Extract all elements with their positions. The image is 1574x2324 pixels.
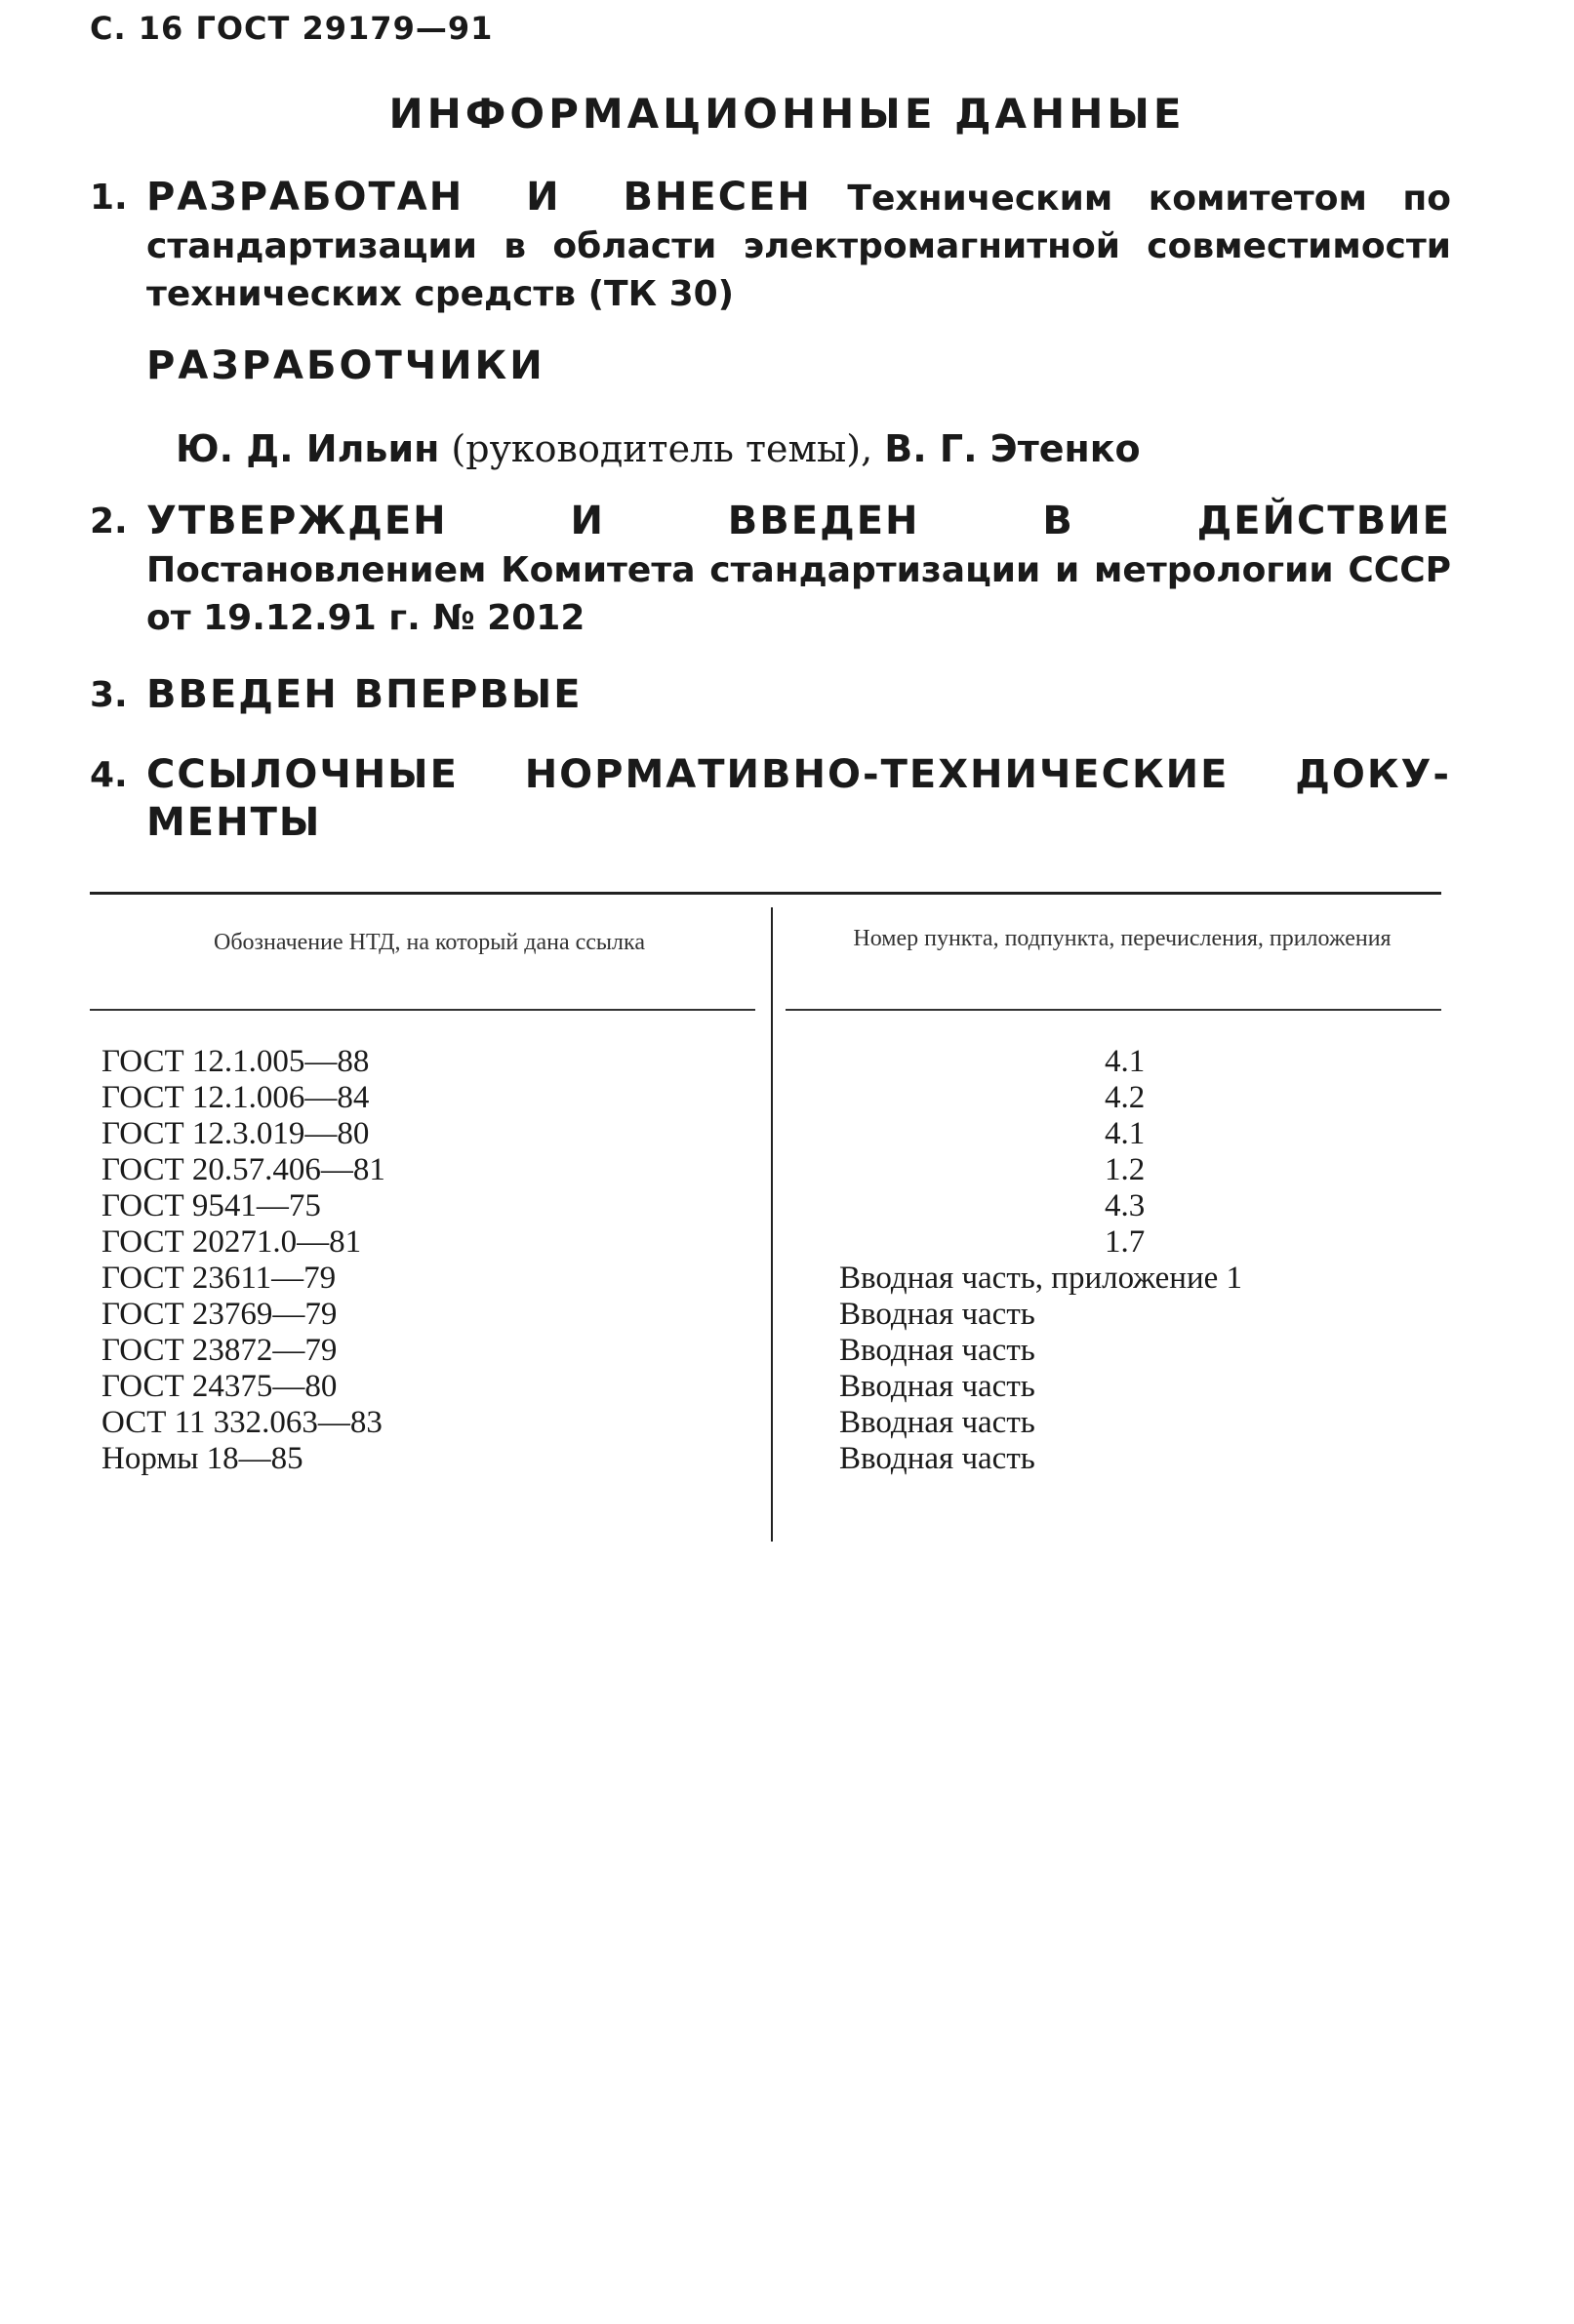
table-cell-designation: ГОСТ 24375—80 xyxy=(101,1369,338,1404)
table-column-divider xyxy=(771,907,773,1542)
item-2-keyword: УТВЕРЖДЕН И ВВЕДЕН В ДЕЙСТВИЕ xyxy=(146,499,1451,543)
table-cell-clause: 4.1 xyxy=(1105,1044,1146,1079)
table-cell-clause: Вводная часть xyxy=(839,1405,1035,1440)
table-column-designation xyxy=(101,1044,746,1477)
item-2-text: Постановлением Комитета стандартизации и метрологии СССР от 19.12.91 г. № 2012 xyxy=(146,550,1451,638)
item-3-keyword: ВВЕДЕН ВПЕРВЫЕ xyxy=(146,672,583,717)
item-2-number: 2. xyxy=(90,501,128,541)
table-cell-clause: 1.2 xyxy=(1105,1152,1146,1187)
table-cell-clause: Вводная часть, приложение 1 xyxy=(839,1261,1242,1296)
table-cell-clause: Вводная часть xyxy=(839,1333,1035,1368)
item-4-word-1: ССЫЛОЧНЫЕ xyxy=(146,752,459,797)
table-cell-designation: ГОСТ 9541—75 xyxy=(101,1188,321,1223)
table-cell-designation: ГОСТ 12.3.019—80 xyxy=(101,1116,370,1151)
developer-1-name: Ю. Д. Ильин xyxy=(176,427,440,470)
table-header-rule-left xyxy=(90,1009,755,1011)
table-header-rule-right xyxy=(786,1009,1441,1011)
item-4-word-4: МЕНТЫ xyxy=(146,800,322,845)
table-cell-designation: ОСТ 11 332.063—83 xyxy=(101,1405,383,1440)
developers-heading: РАЗРАБОТЧИКИ xyxy=(146,343,545,388)
table-cell-designation: ГОСТ 20.57.406—81 xyxy=(101,1152,385,1187)
developer-1-role: (руководитель темы), xyxy=(451,427,873,470)
table-cell-clause: 4.2 xyxy=(1105,1080,1146,1115)
item-1-keyword: РАЗРАБОТАН И ВНЕСЕН xyxy=(146,175,812,220)
table-cell-designation: ГОСТ 12.1.005—88 xyxy=(101,1044,370,1079)
table-cell-clause: Вводная часть xyxy=(839,1369,1035,1404)
developer-2-name: В. Г. Этенко xyxy=(884,427,1141,470)
table-header-clause: Номер пункта, подпункта, перечисления, приложения xyxy=(853,926,1392,951)
table-top-rule xyxy=(90,892,1441,895)
table-cell-designation: ГОСТ 20271.0—81 xyxy=(101,1224,362,1260)
item-4-number: 4. xyxy=(90,755,128,795)
item-1-text: Техническим комитетом по стандартизации в области электромагнитной совместимости технических средств (ТК 30) xyxy=(146,179,1452,314)
table-cell-clause: Вводная часть xyxy=(839,1297,1035,1332)
table-column-clause xyxy=(839,1044,1444,1477)
table-cell-clause: 4.3 xyxy=(1105,1188,1146,1223)
table-cell-clause: Вводная часть xyxy=(839,1441,1035,1476)
item-1 xyxy=(90,174,1451,318)
running-header: С. 16 ГОСТ 29179—91 xyxy=(90,10,494,47)
table-cell-designation: Нормы 18—85 xyxy=(101,1441,303,1476)
item-2 xyxy=(90,498,1451,642)
table-header-designation: Обозначение НТД, на который дана ссылка xyxy=(214,930,645,955)
page-title: ИНФОРМАЦИОННЫЕ ДАННЫЕ xyxy=(388,90,1186,138)
table-cell-designation: ГОСТ 12.1.006—84 xyxy=(101,1080,370,1115)
item-3-number: 3. xyxy=(90,675,128,715)
table-cell-designation: ГОСТ 23769—79 xyxy=(101,1297,338,1332)
table-cell-clause: 4.1 xyxy=(1105,1116,1146,1151)
table-cell-designation: ГОСТ 23611—79 xyxy=(101,1261,337,1296)
developers-list xyxy=(176,427,1141,470)
item-4 xyxy=(90,751,1451,847)
item-1-number: 1. xyxy=(90,178,128,218)
item-4-word-3: ДОКУ- xyxy=(1295,752,1451,797)
table-cell-clause: 1.7 xyxy=(1105,1224,1146,1260)
table-cell-designation: ГОСТ 23872—79 xyxy=(101,1333,338,1368)
item-3 xyxy=(90,671,1451,720)
item-4-word-2: НОРМАТИВНО-ТЕХНИЧЕСКИЕ xyxy=(524,752,1230,797)
